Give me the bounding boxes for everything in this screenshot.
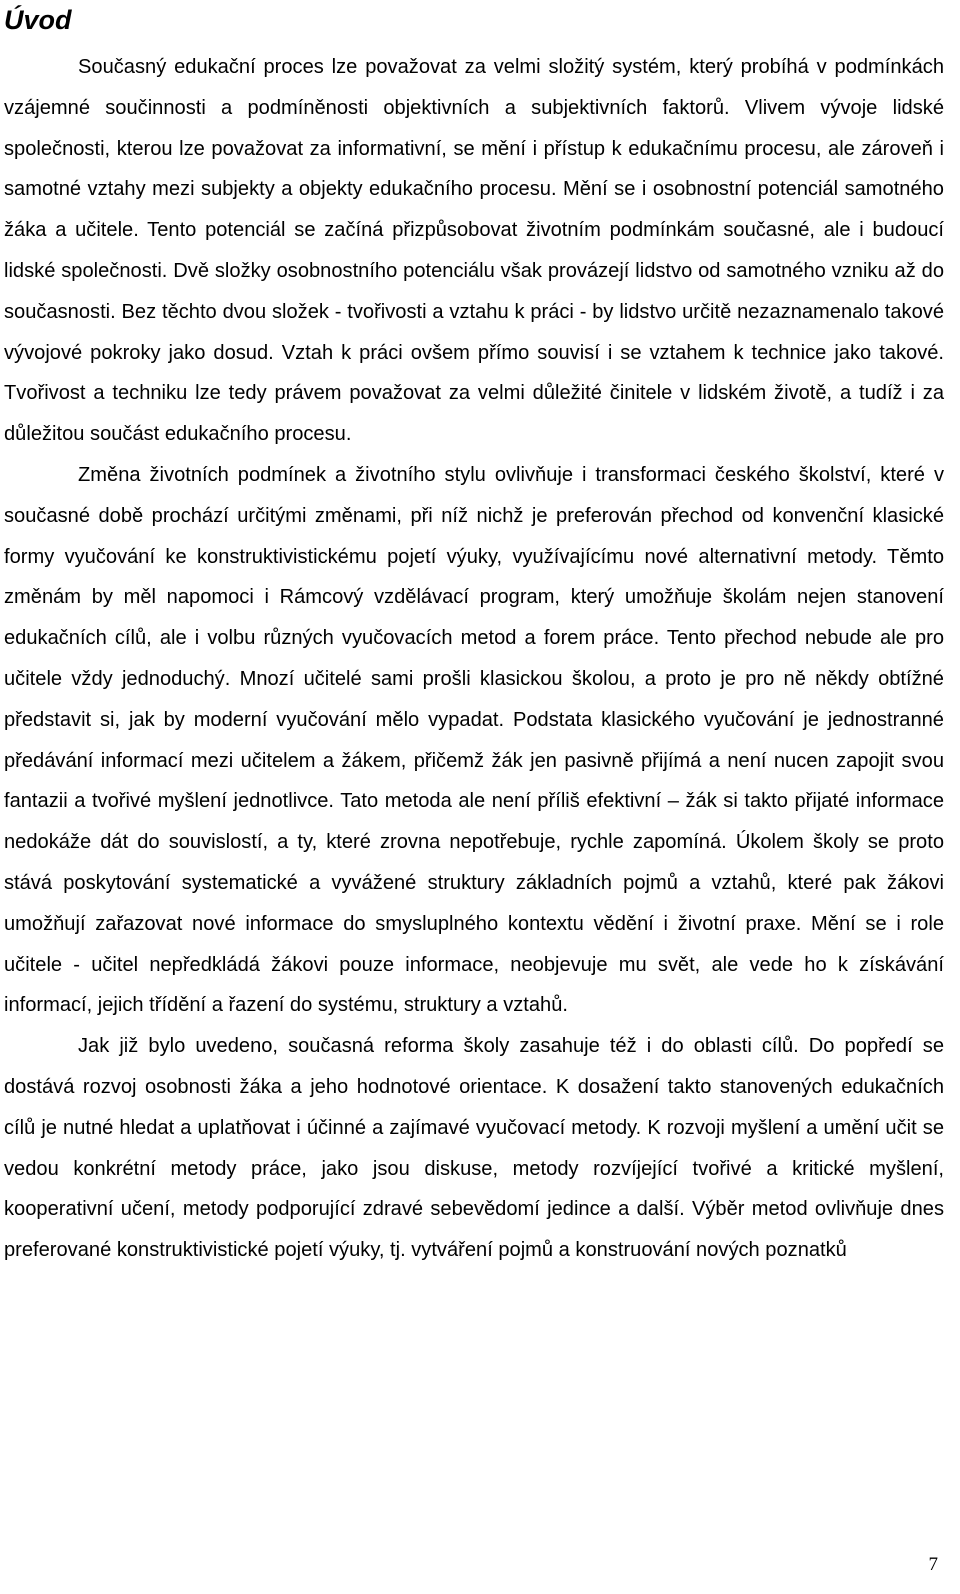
page-number: 7 bbox=[928, 1554, 938, 1575]
paragraph-1: Současný edukační proces lze považovat za velmi složitý systém, který probíhá v podmínkách vzájemné součinnosti a podmíněnosti objektivních a subjektivních faktorů. Vlivem vývoje lidské společnosti, kterou lze považovat za informativní, se mění i přístup k edukačnímu procesu, ale zároveň i samotné vztahy mezi subjekty a objekty edukačního procesu. Mění se i osobnostní potenciál samotného žáka a učitele. Tento potenciál se začíná přizpůsobovat životním podmínkám současné, ale i budoucí lidské společnosti. Dvě složky osobnostního potenciálu však provázejí lidstvo od samotného vzniku až do současnosti. Bez těchto dvou složek - tvořivosti a vztahu k práci - by lidstvo určitě nezaznamenalo takové vývojové pokroky jako dosud. Vztah k práci ovšem přímo souvisí i se vztahem k technice jako takové. Tvořivost a techniku lze tedy právem považovat za velmi důležité činitele v lidském životě, a tudíž i za důležitou součást edukačního procesu. bbox=[4, 56, 944, 446]
paragraph-2: Změna životních podmínek a životního stylu ovlivňuje i transformaci českého školství, které v současné době prochází určitými změnami, při níž nichž je preferován přechod od konvenční klasické formy vyučování ke konstruktivistickému pojetí výuky, využívajícímu nové alternativní metody. Těmto změnám by měl napomoci i Rámcový vzdělávací program, který umožňuje školám nejen stanovení edukačních cílů, ale i volbu různých vyučovacích metod a forem práce. Tento přechod nebude ale pro učitele vždy jednoduchý. Mnozí učitelé sami prošli klasickou školou, a proto je pro ně někdy obtížné představit si, jak by moderní vyučování mělo vypadat. Podstata klasického vyučování je jednostranné předávání informací mezi učitelem a žákem, přičemž žák jen pasivně přijímá a není nucen zapojit svou fantazii a tvořivé myšlení jednotlivce. Tato metoda ale není příliš efektivní – žák si takto přijaté informace nedokáže dát do souvislostí, a ty, které zrovna nepotřebuje, rychle zapomíná. Úkolem školy se proto stává poskytování systematické a vyvážené struktury základních pojmů a vztahů, které pak žákovi umožňují zařazovat nové informace do smysluplného kontextu vědění i životní praxe. Mění se i role učitele - učitel nepředkládá žákovi pouze informace, neobjevuje mu svět, ale vede ho k získávání informací, jejich třídění a řazení do systému, struktury a vztahů. bbox=[4, 463, 944, 1017]
section-heading: Úvod bbox=[4, 5, 72, 35]
body-text bbox=[4, 47, 944, 1271]
paragraph-3: Jak již bylo uvedeno, současná reforma školy zasahuje též i do oblasti cílů. Do popředí se dostává rozvoj osobnosti žáka a jeho hodnotové orientace. K dosažení takto stanovených edukačních cílů je nutné hledat a uplatňovat i účinné a zajímavé vyučovací metody. K rozvoji myšlení a umění učit se vedou konkrétní metody práce, jako jsou diskuse, metody rozvíjející tvořivé a kritické myšlení, kooperativní učení, metody podporující zdravé sebevědomí jedince a další. Výběr metod ovlivňuje dnes preferované konstruktivistické pojetí výuky, tj. vytváření pojmů a konstruování nových poznatků bbox=[4, 1035, 944, 1262]
